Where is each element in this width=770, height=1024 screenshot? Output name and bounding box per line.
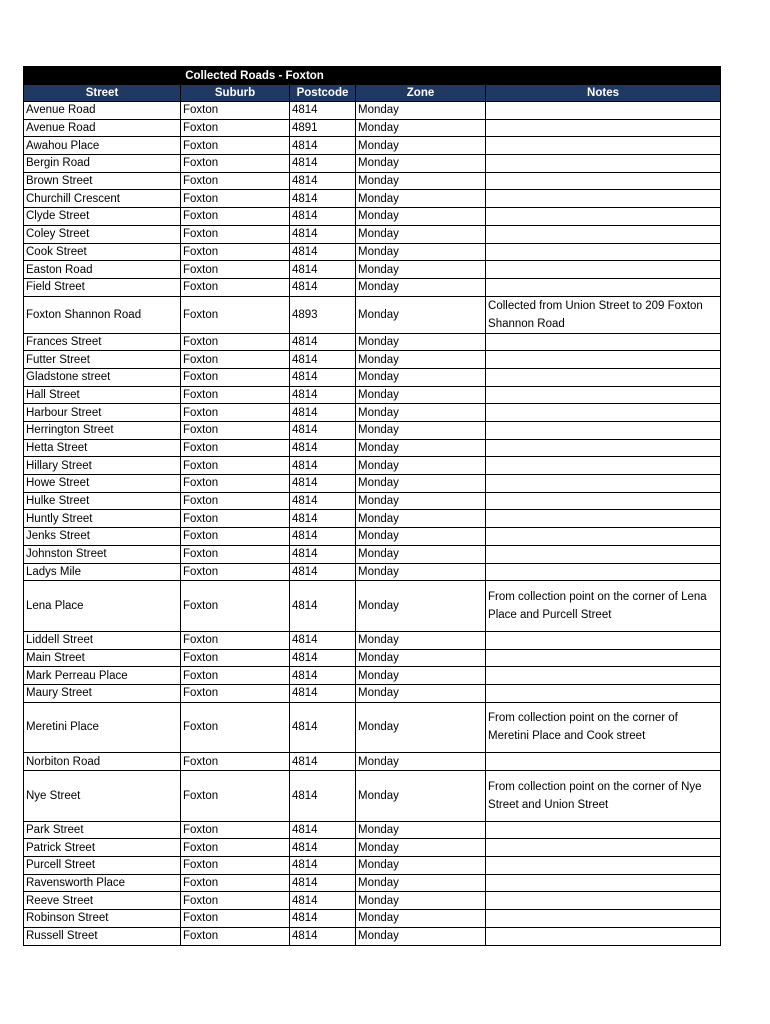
- cell-suburb: Foxton: [181, 510, 290, 528]
- cell-zone: Monday: [356, 439, 486, 457]
- cell-street: Meretini Place: [24, 702, 181, 753]
- cell-postcode: 4814: [290, 368, 356, 386]
- table-row: [24, 563, 721, 581]
- table-row: [24, 821, 721, 839]
- cell-suburb: Foxton: [181, 839, 290, 857]
- cell-postcode: 4814: [290, 422, 356, 440]
- cell-suburb: Foxton: [181, 892, 290, 910]
- collected-roads-table: [23, 66, 721, 946]
- cell-zone: Monday: [356, 422, 486, 440]
- cell-zone: Monday: [356, 563, 486, 581]
- table-title-filler: [486, 67, 721, 85]
- cell-zone: Monday: [356, 261, 486, 279]
- cell-notes: [486, 492, 721, 510]
- cell-postcode: 4814: [290, 857, 356, 875]
- cell-street: Main Street: [24, 649, 181, 667]
- cell-suburb: Foxton: [181, 225, 290, 243]
- column-header-street: Street: [24, 85, 181, 102]
- column-header-postcode: Postcode: [290, 85, 356, 102]
- cell-suburb: Foxton: [181, 137, 290, 155]
- table-row: [24, 172, 721, 190]
- cell-notes: [486, 243, 721, 261]
- cell-suburb: Foxton: [181, 492, 290, 510]
- cell-street: Park Street: [24, 821, 181, 839]
- cell-notes: [486, 874, 721, 892]
- cell-notes: [486, 631, 721, 649]
- cell-notes: [486, 528, 721, 546]
- cell-postcode: 4814: [290, 684, 356, 702]
- cell-street: Awahou Place: [24, 137, 181, 155]
- cell-notes: [486, 351, 721, 369]
- cell-suburb: Foxton: [181, 910, 290, 928]
- cell-street: Lena Place: [24, 581, 181, 632]
- cell-postcode: 4814: [290, 892, 356, 910]
- cell-suburb: Foxton: [181, 439, 290, 457]
- cell-zone: Monday: [356, 753, 486, 771]
- cell-notes: [486, 172, 721, 190]
- cell-street: Coley Street: [24, 225, 181, 243]
- cell-suburb: Foxton: [181, 702, 290, 753]
- cell-zone: Monday: [356, 649, 486, 667]
- cell-notes: [486, 155, 721, 173]
- cell-suburb: Foxton: [181, 927, 290, 945]
- table-row: [24, 386, 721, 404]
- cell-postcode: 4814: [290, 457, 356, 475]
- cell-zone: Monday: [356, 243, 486, 261]
- cell-notes: [486, 137, 721, 155]
- cell-zone: Monday: [356, 702, 486, 753]
- cell-suburb: Foxton: [181, 753, 290, 771]
- table-row: [24, 927, 721, 945]
- cell-postcode: 4893: [290, 296, 356, 333]
- cell-street: Ladys Mile: [24, 563, 181, 581]
- cell-zone: Monday: [356, 528, 486, 546]
- cell-notes: From collection point on the corner of Meretini Place and Cook street: [486, 702, 721, 753]
- cell-zone: Monday: [356, 351, 486, 369]
- table-row: [24, 225, 721, 243]
- cell-postcode: 4814: [290, 492, 356, 510]
- cell-postcode: 4814: [290, 172, 356, 190]
- cell-postcode: 4814: [290, 351, 356, 369]
- cell-zone: Monday: [356, 457, 486, 475]
- cell-postcode: 4814: [290, 910, 356, 928]
- cell-zone: Monday: [356, 333, 486, 351]
- cell-notes: [486, 333, 721, 351]
- cell-suburb: Foxton: [181, 475, 290, 493]
- table-row: [24, 667, 721, 685]
- cell-postcode: 4814: [290, 137, 356, 155]
- cell-zone: Monday: [356, 155, 486, 173]
- cell-notes: [486, 563, 721, 581]
- table-row: [24, 119, 721, 137]
- cell-zone: Monday: [356, 581, 486, 632]
- column-header-suburb: Suburb: [181, 85, 290, 102]
- cell-postcode: 4814: [290, 225, 356, 243]
- cell-postcode: 4814: [290, 545, 356, 563]
- cell-postcode: 4814: [290, 927, 356, 945]
- cell-notes: [486, 102, 721, 120]
- cell-street: Purcell Street: [24, 857, 181, 875]
- cell-suburb: Foxton: [181, 874, 290, 892]
- table-row: [24, 243, 721, 261]
- table-row: [24, 368, 721, 386]
- cell-zone: Monday: [356, 404, 486, 422]
- table-row: [24, 278, 721, 296]
- table-row: [24, 475, 721, 493]
- cell-street: Howe Street: [24, 475, 181, 493]
- cell-street: Easton Road: [24, 261, 181, 279]
- cell-postcode: 4814: [290, 155, 356, 173]
- table-row: [24, 261, 721, 279]
- cell-postcode: 4814: [290, 333, 356, 351]
- cell-postcode: 4814: [290, 190, 356, 208]
- cell-street: Herrington Street: [24, 422, 181, 440]
- table-row: [24, 910, 721, 928]
- cell-zone: Monday: [356, 839, 486, 857]
- cell-notes: [486, 839, 721, 857]
- cell-notes: [486, 753, 721, 771]
- cell-notes: [486, 821, 721, 839]
- table-row: [24, 545, 721, 563]
- cell-street: Field Street: [24, 278, 181, 296]
- table-row: [24, 190, 721, 208]
- cell-suburb: Foxton: [181, 857, 290, 875]
- cell-street: Churchill Crescent: [24, 190, 181, 208]
- cell-zone: Monday: [356, 296, 486, 333]
- cell-suburb: Foxton: [181, 631, 290, 649]
- table-row: [24, 857, 721, 875]
- cell-zone: Monday: [356, 910, 486, 928]
- table-row: [24, 137, 721, 155]
- table-row: [24, 439, 721, 457]
- cell-notes: [486, 667, 721, 685]
- cell-street: Brown Street: [24, 172, 181, 190]
- cell-notes: From collection point on the corner of Lena Place and Purcell Street: [486, 581, 721, 632]
- cell-suburb: Foxton: [181, 771, 290, 822]
- cell-notes: [486, 892, 721, 910]
- table-row: [24, 702, 721, 753]
- cell-street: Bergin Road: [24, 155, 181, 173]
- cell-street: Russell Street: [24, 927, 181, 945]
- cell-postcode: 4814: [290, 649, 356, 667]
- cell-notes: [486, 649, 721, 667]
- table-row: [24, 510, 721, 528]
- cell-zone: Monday: [356, 545, 486, 563]
- cell-postcode: 4814: [290, 563, 356, 581]
- cell-zone: Monday: [356, 927, 486, 945]
- cell-zone: Monday: [356, 631, 486, 649]
- cell-suburb: Foxton: [181, 296, 290, 333]
- cell-notes: [486, 457, 721, 475]
- cell-street: Hillary Street: [24, 457, 181, 475]
- cell-street: Liddell Street: [24, 631, 181, 649]
- cell-zone: Monday: [356, 278, 486, 296]
- cell-zone: Monday: [356, 475, 486, 493]
- cell-zone: Monday: [356, 874, 486, 892]
- cell-notes: From collection point on the corner of Nye Street and Union Street: [486, 771, 721, 822]
- cell-notes: [486, 190, 721, 208]
- cell-postcode: 4814: [290, 475, 356, 493]
- table-row: [24, 155, 721, 173]
- cell-street: Huntly Street: [24, 510, 181, 528]
- cell-postcode: 4814: [290, 243, 356, 261]
- cell-notes: [486, 439, 721, 457]
- table-row: [24, 528, 721, 546]
- cell-suburb: Foxton: [181, 333, 290, 351]
- cell-postcode: 4814: [290, 581, 356, 632]
- cell-suburb: Foxton: [181, 351, 290, 369]
- cell-postcode: 4891: [290, 119, 356, 137]
- cell-suburb: Foxton: [181, 684, 290, 702]
- cell-postcode: 4814: [290, 386, 356, 404]
- cell-notes: [486, 684, 721, 702]
- cell-suburb: Foxton: [181, 119, 290, 137]
- cell-postcode: 4814: [290, 261, 356, 279]
- cell-postcode: 4814: [290, 404, 356, 422]
- cell-notes: [486, 510, 721, 528]
- cell-zone: Monday: [356, 208, 486, 226]
- table-row: [24, 422, 721, 440]
- cell-zone: Monday: [356, 771, 486, 822]
- cell-postcode: 4814: [290, 839, 356, 857]
- table-body: [24, 102, 721, 946]
- cell-postcode: 4814: [290, 528, 356, 546]
- cell-zone: Monday: [356, 368, 486, 386]
- table-row: [24, 581, 721, 632]
- table-row: [24, 771, 721, 822]
- table-row: [24, 839, 721, 857]
- cell-suburb: Foxton: [181, 457, 290, 475]
- cell-notes: [486, 386, 721, 404]
- cell-street: Cook Street: [24, 243, 181, 261]
- cell-street: Futter Street: [24, 351, 181, 369]
- table-row: [24, 351, 721, 369]
- cell-suburb: Foxton: [181, 545, 290, 563]
- cell-suburb: Foxton: [181, 667, 290, 685]
- cell-suburb: Foxton: [181, 581, 290, 632]
- cell-suburb: Foxton: [181, 261, 290, 279]
- cell-postcode: 4814: [290, 771, 356, 822]
- cell-zone: Monday: [356, 137, 486, 155]
- cell-zone: Monday: [356, 857, 486, 875]
- cell-street: Ravensworth Place: [24, 874, 181, 892]
- table-row: [24, 208, 721, 226]
- table-title: Collected Roads - Foxton: [24, 67, 486, 85]
- cell-suburb: Foxton: [181, 102, 290, 120]
- cell-suburb: Foxton: [181, 368, 290, 386]
- cell-suburb: Foxton: [181, 649, 290, 667]
- cell-zone: Monday: [356, 386, 486, 404]
- cell-postcode: 4814: [290, 874, 356, 892]
- column-header-notes: Notes: [486, 85, 721, 102]
- cell-zone: Monday: [356, 510, 486, 528]
- table-row: [24, 404, 721, 422]
- column-header-zone: Zone: [356, 85, 486, 102]
- cell-notes: [486, 225, 721, 243]
- cell-suburb: Foxton: [181, 563, 290, 581]
- cell-notes: [486, 261, 721, 279]
- cell-postcode: 4814: [290, 278, 356, 296]
- cell-postcode: 4814: [290, 667, 356, 685]
- cell-zone: Monday: [356, 172, 486, 190]
- cell-street: Harbour Street: [24, 404, 181, 422]
- cell-notes: [486, 910, 721, 928]
- cell-zone: Monday: [356, 667, 486, 685]
- cell-street: Foxton Shannon Road: [24, 296, 181, 333]
- cell-suburb: Foxton: [181, 404, 290, 422]
- cell-street: Nye Street: [24, 771, 181, 822]
- table-row: [24, 102, 721, 120]
- cell-suburb: Foxton: [181, 208, 290, 226]
- cell-zone: Monday: [356, 492, 486, 510]
- cell-suburb: Foxton: [181, 155, 290, 173]
- cell-notes: [486, 208, 721, 226]
- cell-notes: [486, 119, 721, 137]
- cell-postcode: 4814: [290, 753, 356, 771]
- cell-postcode: 4814: [290, 702, 356, 753]
- cell-suburb: Foxton: [181, 172, 290, 190]
- cell-zone: Monday: [356, 225, 486, 243]
- cell-street: Mark Perreau Place: [24, 667, 181, 685]
- cell-notes: [486, 278, 721, 296]
- cell-zone: Monday: [356, 821, 486, 839]
- cell-street: Maury Street: [24, 684, 181, 702]
- cell-suburb: Foxton: [181, 821, 290, 839]
- cell-notes: [486, 368, 721, 386]
- cell-notes: [486, 545, 721, 563]
- cell-suburb: Foxton: [181, 190, 290, 208]
- cell-street: Hulke Street: [24, 492, 181, 510]
- cell-notes: [486, 422, 721, 440]
- cell-postcode: 4814: [290, 102, 356, 120]
- cell-street: Clyde Street: [24, 208, 181, 226]
- cell-postcode: 4814: [290, 631, 356, 649]
- cell-postcode: 4814: [290, 208, 356, 226]
- collected-roads-sheet: [23, 66, 720, 946]
- cell-street: Reeve Street: [24, 892, 181, 910]
- cell-notes: [486, 857, 721, 875]
- cell-street: Hall Street: [24, 386, 181, 404]
- table-row: [24, 631, 721, 649]
- cell-street: Gladstone street: [24, 368, 181, 386]
- cell-street: Robinson Street: [24, 910, 181, 928]
- cell-street: Avenue Road: [24, 102, 181, 120]
- cell-street: Patrick Street: [24, 839, 181, 857]
- cell-zone: Monday: [356, 892, 486, 910]
- cell-zone: Monday: [356, 190, 486, 208]
- table-row: [24, 753, 721, 771]
- cell-notes: [486, 404, 721, 422]
- cell-street: Avenue Road: [24, 119, 181, 137]
- table-row: [24, 874, 721, 892]
- cell-suburb: Foxton: [181, 386, 290, 404]
- cell-zone: Monday: [356, 102, 486, 120]
- table-row: [24, 492, 721, 510]
- cell-street: Jenks Street: [24, 528, 181, 546]
- cell-notes: Collected from Union Street to 209 Foxton Shannon Road: [486, 296, 721, 333]
- cell-street: Johnston Street: [24, 545, 181, 563]
- cell-postcode: 4814: [290, 510, 356, 528]
- cell-postcode: 4814: [290, 821, 356, 839]
- table-row: [24, 296, 721, 333]
- cell-suburb: Foxton: [181, 278, 290, 296]
- cell-suburb: Foxton: [181, 422, 290, 440]
- cell-street: Norbiton Road: [24, 753, 181, 771]
- cell-suburb: Foxton: [181, 528, 290, 546]
- cell-street: Hetta Street: [24, 439, 181, 457]
- table-row: [24, 333, 721, 351]
- cell-zone: Monday: [356, 119, 486, 137]
- table-row: [24, 457, 721, 475]
- table-row: [24, 684, 721, 702]
- table-row: [24, 892, 721, 910]
- cell-street: Frances Street: [24, 333, 181, 351]
- cell-notes: [486, 475, 721, 493]
- cell-postcode: 4814: [290, 439, 356, 457]
- cell-suburb: Foxton: [181, 243, 290, 261]
- cell-zone: Monday: [356, 684, 486, 702]
- cell-notes: [486, 927, 721, 945]
- table-row: [24, 649, 721, 667]
